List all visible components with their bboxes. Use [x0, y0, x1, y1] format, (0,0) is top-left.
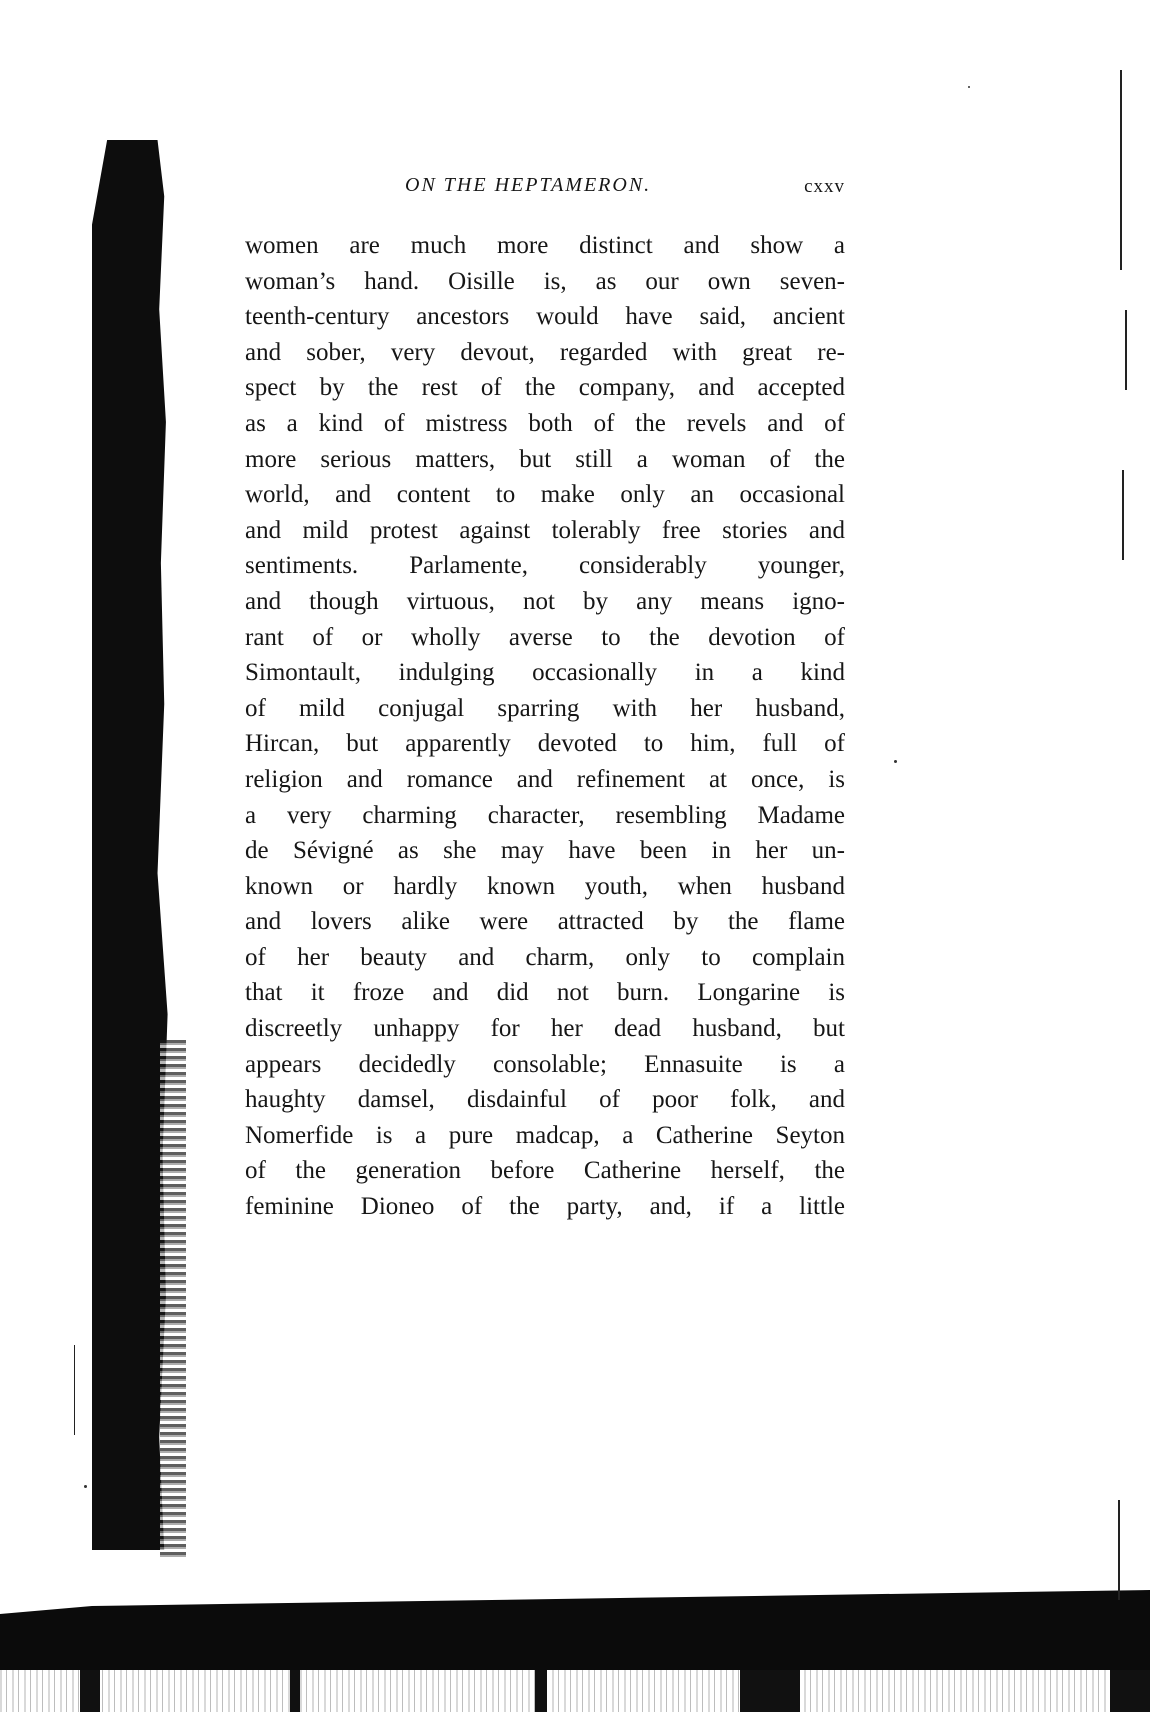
scan-bottom-shadow	[0, 1590, 1150, 1670]
text-line: more serious matters, but still a woman of the	[245, 445, 845, 473]
text-line: Hircan, but apparently devoted to him, full of	[245, 730, 845, 758]
text-line: feminine Dioneo of the party, and, if a little	[245, 1193, 845, 1221]
text-line: Nomerfide is a pure madcap, a Catherine Seyton	[245, 1121, 845, 1149]
text-line: and mild protest against tolerably free stories and	[245, 516, 845, 544]
scan-binding-fray	[160, 1040, 186, 1560]
scan-bottom-edge	[0, 1670, 1150, 1712]
text-line: Simontault, indulging occasionally in a kind	[245, 659, 845, 687]
text-line: haughty damsel, disdainful of poor folk, and	[245, 1086, 845, 1114]
text-line: spect by the rest of the company, and accepted	[245, 374, 845, 402]
text-line: that it froze and did not burn. Longarine is	[245, 979, 845, 1007]
text-line: de Sévigné as she may have been in her un-	[245, 837, 845, 865]
text-line: and sober, very devout, regarded with great re-	[245, 338, 845, 366]
running-head-title: ON THE HEPTAMERON.	[405, 174, 652, 196]
scan-speck	[894, 760, 897, 763]
text-line: women are much more distinct and show a	[245, 232, 845, 259]
text-line: sentiments. Parlamente, considerably younger,	[245, 552, 845, 580]
text-line: rant of or wholly averse to the devotion of	[245, 623, 845, 651]
scan-right-mark	[1120, 70, 1122, 270]
scan-right-mark	[1122, 470, 1124, 560]
text-line: a very charming character, resembling Madame	[245, 801, 845, 829]
text-line: known or hardly known youth, when husband	[245, 872, 845, 900]
text-line: teenth-century ancestors would have said, ancient	[245, 303, 845, 331]
text-line: of mild conjugal sparring with her husband,	[245, 694, 845, 722]
text-line: and though virtuous, not by any means igno-	[245, 587, 845, 615]
body-text	[245, 228, 845, 1225]
text-line: world, and content to make only an occasional	[245, 481, 845, 509]
page-number: cxxv	[804, 176, 845, 197]
scan-right-mark	[1125, 310, 1127, 390]
scan-right-mark	[1118, 1500, 1120, 1600]
text-line: of her beauty and charm, only to complain	[245, 943, 845, 971]
text-line: as a kind of mistress both of the revels and of	[245, 409, 845, 437]
text-line: of the generation before Catherine herself, the	[245, 1157, 845, 1185]
scan-speck	[84, 1485, 87, 1488]
text-line: religion and romance and refinement at once, is	[245, 765, 845, 793]
scan-speck	[968, 86, 970, 88]
text-line: woman’s hand. Oisille is, as our own seven-	[245, 267, 845, 295]
running-head	[245, 174, 845, 208]
text-line: appears decidedly consolable; Ennasuite is a	[245, 1050, 845, 1078]
text-line: discreetly unhappy for her dead husband, but	[245, 1015, 845, 1043]
scan-left-mark	[74, 1345, 75, 1435]
text-line: and lovers alike were attracted by the flame	[245, 908, 845, 936]
